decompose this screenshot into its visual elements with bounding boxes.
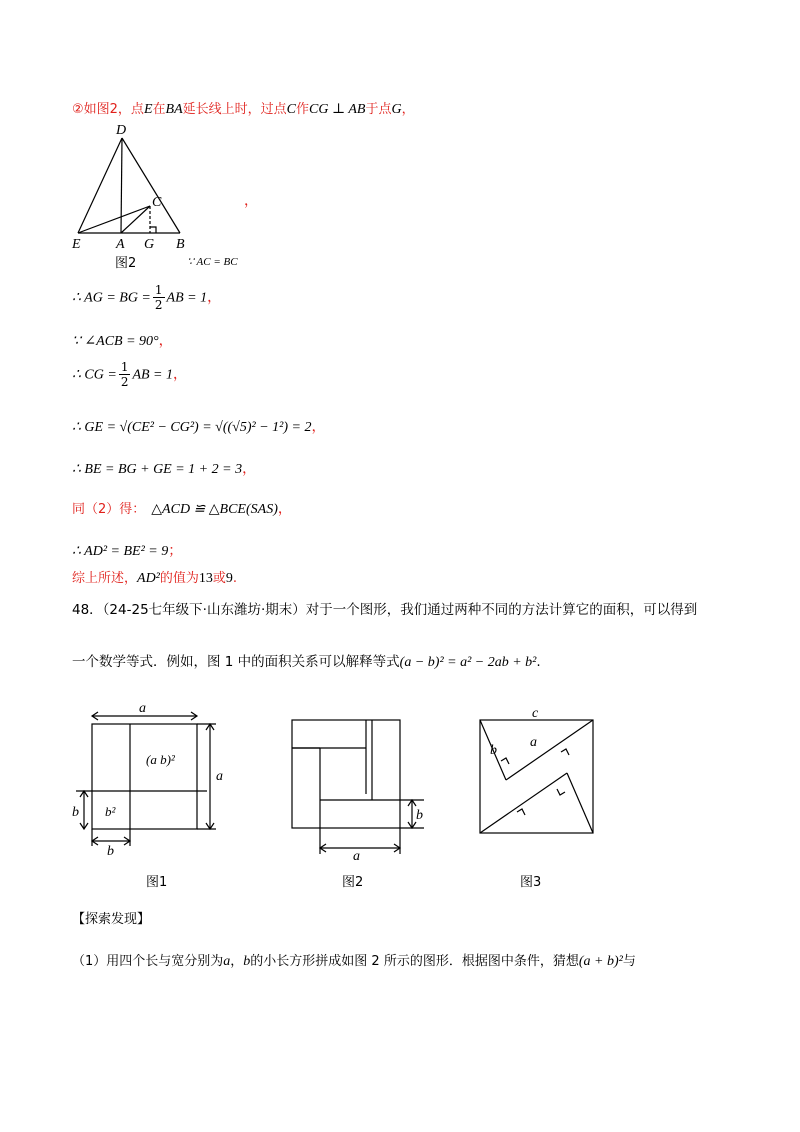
solution-line-6: [72, 498, 292, 518]
text: ，: [277, 501, 292, 517]
numerator: 1: [120, 360, 129, 374]
text: .: [536, 654, 541, 670]
expr: ∴ CG =: [72, 367, 117, 383]
expr: ∴ AG = BG =: [72, 290, 151, 306]
value: 13: [198, 571, 213, 586]
denominator: 2: [120, 375, 129, 389]
text: 综上所述，: [72, 571, 138, 586]
solution-line-3: [72, 360, 187, 389]
fig1-a-right: a: [216, 769, 223, 784]
fig1-center: (a b)²: [146, 752, 175, 767]
solution-line-8: [72, 567, 237, 587]
text: ，: [158, 333, 173, 349]
denominator: 2: [154, 298, 163, 312]
text: 或: [212, 571, 226, 586]
figure-2: [286, 714, 436, 864]
label-g: G: [144, 237, 155, 252]
text: 与: [622, 954, 636, 969]
congruence-expr: △ACD ≌ △BCE(SAS): [151, 502, 278, 517]
text: （1）用四个长与宽分别为: [72, 954, 224, 969]
label-b: B: [176, 237, 185, 252]
label-e: E: [72, 237, 81, 252]
point-g: G: [391, 102, 402, 117]
solution-line-7: [72, 540, 182, 560]
expr: AD²: [137, 571, 160, 586]
expr: AB = 1: [166, 290, 208, 306]
label-c: C: [152, 195, 162, 210]
text: ；: [168, 543, 183, 559]
text: ，: [173, 366, 188, 383]
fig1-b-left: b: [72, 805, 79, 820]
expr: (a + b)²: [578, 954, 623, 969]
value: 9: [225, 571, 233, 586]
section-title: 【探索发现】: [72, 912, 151, 927]
text: 一个数学等式．例如，图 1 中的面积关系可以解释等式: [72, 654, 400, 670]
condition-line: [72, 98, 415, 118]
var-b: b: [243, 954, 251, 969]
solution-line-5: [72, 458, 256, 478]
fig1-b-bottom: b: [107, 844, 114, 859]
text: 在: [152, 102, 166, 117]
expr: ∵ ∠ACB = 90°: [72, 334, 159, 349]
solution-line-4: [72, 416, 325, 436]
solution-line-2: [72, 330, 173, 350]
text: ，: [207, 289, 222, 306]
problem48-line2: [72, 650, 541, 671]
label-a: A: [116, 237, 125, 252]
figure-1: [66, 700, 236, 860]
equation: (a − b)² = a² − 2ab + b²: [399, 655, 537, 670]
text: ，: [242, 461, 257, 477]
fraction: [153, 283, 165, 312]
var-a: a: [223, 954, 231, 969]
fig3-b: b: [490, 743, 497, 758]
fig1-b2: b²: [105, 804, 116, 819]
expr: ∴ GE = √(CE² − CG²) = √((√5)² − 1²) = 2: [72, 420, 312, 435]
text: 同（2）得：: [72, 502, 146, 517]
text: 作: [295, 102, 309, 117]
trailing-comma: ，: [244, 193, 258, 209]
point-c: C: [286, 102, 296, 117]
text: 的小长方形拼成如图 2 所示的图形．根据图中条件，猜想: [250, 954, 579, 969]
solution-line-1: [72, 283, 221, 312]
point-e: E: [143, 102, 153, 117]
text: 于点: [365, 102, 392, 117]
fraction: [119, 360, 131, 389]
text: 延长线上时，过点: [182, 102, 287, 117]
text: .: [232, 571, 238, 586]
figure-3: [474, 704, 604, 838]
problem48-line1: 48．（24-25七年级下·山东潍坊·期末）对于一个图形，我们通过两种不同的方法计算它的面积，可以得到: [72, 602, 698, 618]
label-d: D: [116, 123, 127, 138]
text: ，: [230, 954, 244, 969]
text: 的值为: [159, 571, 199, 586]
fig2-b: b: [416, 808, 423, 823]
perpendicular-expr: CG ⊥ AB: [309, 102, 366, 117]
figure3-caption: 图3: [520, 875, 542, 890]
fig3-c: c: [532, 706, 539, 721]
figure1-caption: 图1: [146, 875, 168, 890]
expr: ∴ AD² = BE² = 9: [72, 544, 169, 559]
figure2b-caption: 图2: [342, 875, 364, 890]
text: ②如图2，点: [72, 102, 144, 117]
text: ，: [401, 102, 415, 117]
segment-ba: BA: [165, 102, 183, 117]
figure2-caption: 图2: [115, 256, 137, 271]
expr: ∴ BE = BG + GE = 1 + 2 = 3: [72, 462, 243, 477]
given-note: ∵ AC = BC: [187, 256, 238, 268]
text: ，: [311, 419, 326, 435]
question-1: [72, 950, 636, 970]
fig1-a-top: a: [139, 701, 146, 716]
fig3-a: a: [530, 735, 537, 750]
numerator: 1: [154, 283, 163, 297]
triangle-figure: [70, 120, 260, 270]
fig2-a: a: [353, 849, 360, 864]
expr: AB = 1: [132, 367, 174, 383]
